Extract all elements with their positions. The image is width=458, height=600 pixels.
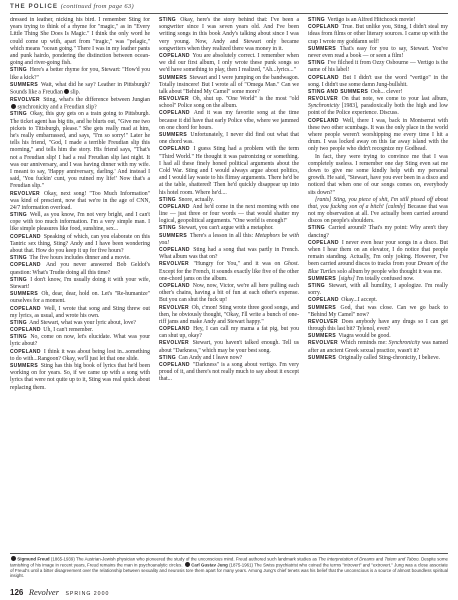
page-number: 126 [10,588,24,597]
speaker-name: SUMMERS [159,232,188,239]
speaker-line: STING AND SUMMERS Ooh... clever! [308,88,403,95]
speaker-line: SUMMERS That's easy for you to say, Stewart. You've never even read a book — or seen a film! [308,45,448,59]
speaker-name: STING [308,282,326,289]
speaker-line: STING Snore, actually. [159,196,215,203]
issue-date: SPRING 2000 [65,591,110,597]
speaker-name: SUMMERS [308,333,337,340]
speaker-name: REVOLVER [10,190,40,197]
speaker-line: STING Can Andy and I leave now? [159,354,243,361]
speaker-name: REVOLVER [159,304,189,311]
speaker-name: SUMMERS [308,275,337,282]
column-3 [308,17,448,551]
speaker-line: COPELAND Hey, I can call my mama a fat pig, but you can shut up, okay? [159,326,299,340]
speaker-line: COPELAND Well, I wrote that song and Sting threw out my lyrics, as usual, and wrote his own. [10,305,150,319]
speaker-line: COPELAND And it was my favorite song at the time because it did have that early Police vibe, where we jammed on one chord for hours. [159,110,299,131]
speaker-line: STING No, come on now, let's elucidate. What was your lyric about? [10,334,150,348]
speaker-line: STING Okay, here's the story behind that: I've been a songwriter since I was seven years old. And I've been writing songs in this book Andy's talking about since I was very young. Now, Andy and Stewart only became songwriters when they realized there was money in it. [159,17,299,52]
speaker-name: STING AND SUMMERS [308,88,369,95]
speaker-line: REVOLVER Oh, c'mon! Sting wrote three good songs, and then, he obviously thought, "Okay, I'll write a bunch of one-riff jams and make Andy and Stewart happy." [159,304,299,325]
speaker-line: COPELAND True. But unlike you, Sting, I didn't steal my ideas from films or other literary sources. I came up with the crap I wrote my goddamn self! [308,24,448,45]
speaker-name: STING [10,67,28,74]
speaker-line: STING Stewart, with all humility, I apologize. I'm really sorry. [308,282,448,297]
speaker-name: COPELAND [308,239,339,246]
speaker-line: STING Okay, this guy gets on a train going to Pittsburgh. The ticket agent has big tits, and he blurts out, "Give me two pickets to Tittsburgh, please." She gets really mad at him, he's really embarrassed, and says, "I'm so sorry!" Later he tells his friend, "God, I made a terrible Freudian slip this morning," and tells him the story. His friend says, "That's not a Freudian slip! I had a real Freudian slip last night. It was our anniversary, and I was having dinner with my wife. I meant to say, 'Happy anniversary, darling.' And instead I said, 'You fuckin' cunt, you ruined my life!' Now that's a Freudian slip." [10,111,150,190]
page-footer [10,582,310,600]
speaker-line: COPELAND I think it was about being lost in...something to do with...Rangoon? Okay, we'll just let that one slide. [10,348,150,362]
speaker-line: REVOLVER Which reminds me: Synchronicity was named after an ancient Greek sexual practice, wasn't it? [308,340,448,354]
footnote-marker-icon [64,89,69,94]
speaker-line: SUMMERS There's a lesson in all this: Metaphors be with you! [159,232,299,246]
speaker-name: COPELAND [159,203,190,210]
article-body [10,17,448,551]
footnote-rule [10,553,448,554]
continued-note: (continued from page 63) [60,3,134,10]
speaker-name: COPELAND [159,52,190,59]
speaker-name: STING [10,319,28,326]
speaker-line: STING The five hours includes dinner and a movie. [10,255,131,262]
speaker-name: COPELAND [10,262,41,269]
speaker-line: REVOLVER Sting, what's the difference between Jungian synchronicity and a Freudian slip? [10,96,150,111]
speaker-line: REVOLVER Does anybody have any drugs so I can get through this last bit? Tylenol, even? [308,318,448,333]
speaker-name: COPELAND [308,74,339,81]
speaker-line: COPELAND Sting had a song that was partly in French. What album was that on? [159,247,299,261]
speaker-line: COPELAND And he'd come in the next morning with one line — just three or four words — that would shatter my logical, geopolitical arguments. "One world is enough!" [159,203,299,225]
speaker-name: REVOLVER [10,96,40,103]
speaker-name: COPELAND [159,110,190,117]
speaker-line: SUMMERS Sting has this big book of lyrics that he'd been working on for years. So, if we came up with a song with lyrics that were not quite up to it, Sting was real quick about replacing them. [10,363,150,391]
speaker-name: STING [159,196,177,203]
speaker-line: SUMMERS Viagra would be good. [308,333,391,340]
speaker-name: COPELAND [10,348,41,355]
speaker-line: STING I don't know, I'm usually doing it with your wife, Stewart! [10,276,150,290]
footnote-marker-icon [11,104,16,109]
speaker-name: COPELAND [159,362,190,368]
paragraph: [rants] Sting, you piece of shit, I'm still pissed off about that, you fucking son of a bitch! [calmly] Because that was not my observation at all. I've actually been carried around discos on people's shoulders. [308,196,448,225]
speaker-name: COPELAND [10,233,41,240]
speaker-name: SUMMERS [308,45,337,52]
footnote-marker-icon [11,556,16,561]
speaker-line: STING Carried around? That's my point: Why aren't they dancing? [308,225,448,239]
speaker-line: COPELAND You are absolutely correct. I remember when we did our first album, I only wrote these punk songs so we'd have something to play, then I realized, "Ah...lyrics..." [159,52,299,74]
speaker-name: STING [159,354,177,361]
speaker-line: COPELAND I never even hear your songs in a disco. But when I hear them on an elevator, I do notice that people remain standing. Actually, I'm only joking. However, I've been carried around discos to tracks from your Dream of the Blue Turtles solo album by people who thought it was me. [308,239,448,275]
speaker-name: STING [308,225,326,232]
footnote-marker-icon [185,562,190,567]
speaker-name: COPELAND [308,297,339,304]
speaker-line: COPELAND Speaking of which, can you elaborate on this Tantric sex thing, Sting? Andy and I have been wondering about that. How do you keep it up for five hours? [10,233,150,254]
speaker-name: STING [10,212,28,219]
speaker-name: COPELAND [159,247,190,253]
speaker-line: COPELAND Okay...I accept. [308,297,378,304]
speaker-line: STING Here's a better rhyme for you, Stewart: "How'd you like a kick?" [10,67,150,81]
running-header [10,3,448,10]
speaker-name: COPELAND [10,305,41,312]
speaker-name: STING [159,225,177,232]
section-title: THE POLICE [10,3,59,10]
speaker-line: SUMMERS [sighs] I'm totally confused now. [308,275,415,282]
speaker-name: REVOLVER [159,96,189,103]
speaker-line: STING I've filched it from Ozzy Osbourne — Vertigo is the name of his label! [308,60,448,74]
column-2 [159,17,299,551]
speaker-name: STING [10,111,28,118]
footnotes: Sigmund Freud (1865-1939) The Austrian-Jewish physician who pioneered the study of the unconscious mind. Freud authored such landmark studies as The Interpretation of Dreams and Totem and Taboo. Despite some tarnishing of his image in recent years, Freud remains the man in psychoanalytic circles. Carl Gustav Jung (1875-1961) The Swiss psychiatrist who coined the terms "introvert" and "extrovert." Jung was a close associate of Freud's until a bitter disagreement over the relationship between sexuality and neurosis tore them apart for many years. Among Jung's chief tenets was his belief that the unconscious is a source of almost boundless spiritual insight. [10,556,448,578]
speaker-line: COPELAND "Darkness" is a song about vertigo. I'm very proud of it, and there's not really much to say about it except that... [159,362,299,383]
speaker-name: REVOLVER [308,96,338,103]
speaker-name: SUMMERS [159,132,188,138]
speaker-line: COPELAND Now, now, Victor, we're all here pulling each other's chains, having a bit of fun at each other's expense. But you can shut the fuck up! [159,282,299,304]
speaker-name: REVOLVER [308,318,338,325]
speaker-line: STING Well, as you know, I'm not very bright, and I can't cope with too much information. I'm a very simple man. I like simple pleasures like food, sunshine, sex... [10,212,150,233]
speaker-name: STING [308,17,326,23]
speaker-name: COPELAND [308,24,339,31]
speaker-name: REVOLVER [159,261,189,268]
paragraph: In fact, they were trying to convince me that I was completely useless. I remember one day Sting even sat me down to give me some kindly help with my personal growth. He said, "Stewart, have you ever been in a disco and noticed that when one of our songs comes on, everybody sits down?" [308,153,448,196]
speaker-line: REVOLVER Stewart, you haven't talked enough. Tell us about "Darkness," which may be your best song. [159,340,299,354]
footnote-term: Sigmund Freud [17,556,50,562]
speaker-name: SUMMERS [308,304,337,311]
speaker-line: COPELAND But I didn't use the word "vertigo" in the song. I didn't use some damn Jung-bullshit. [308,74,448,88]
speaker-line: COPELAND I guess Sting had a problem with the term "Third World." He thought it was patronizing or something. I had all these finely honed political arguments about the Cold War. Sting and I would always argue about politics, and I would lay waste to his flimsy arguments. There he'd be at the table, shattered! Then he'd quickly disappear up into his hotel room. Where he'd.... [159,146,299,196]
speaker-line: REVOLVER "Hungry for You," and it was on Ghost. Except for the French, it sounds exactly like five of the other one-chord jams on the album. [159,261,299,282]
speaker-name: SUMMERS [159,74,188,81]
speaker-name: SUMMERS [10,363,39,369]
speaker-name: STING [159,17,177,23]
column-1 [10,17,150,551]
speaker-line: COPELAND And you never answered Bob Geldof's question: What's Trudie doing all this time? [10,262,150,276]
speaker-name: COPELAND [159,282,190,289]
speaker-name: STING [10,255,28,262]
footnote-term: Carl Gustav Jung [191,562,228,568]
speaker-name: SUMMERS [10,291,39,298]
speaker-line: SUMMERS Unfortunately, I never did find out what that one chord was. [159,132,299,146]
speaker-line: COPELAND Uh, I can't remember. [10,327,94,334]
speaker-line: SUMMERS Oh, dear, dear, hold on. Let's "Re-humanize" ourselves for a moment. [10,291,150,305]
speaker-name: COPELAND [159,146,190,153]
speaker-name: STING [10,276,28,283]
speaker-line: SUMMERS Originally called Sting-chronicity, I believe. [308,354,440,361]
header-rule [10,13,448,14]
speaker-name: COPELAND [10,327,41,334]
speaker-line: SUMMERS Stewart and I were jumping on the bandwagon. Totally insincere! But I wrote all of "Omega Man." Can we talk about "Behind My Camel" some more? [159,74,299,95]
magazine-name: Revolver [28,587,60,597]
speaker-line: SUMMERS Wait, what did he say? Leather in Pittsburgh? Sounds like a Freudian slip. [10,81,150,96]
speaker-name: SUMMERS [308,354,337,361]
speaker-name: SUMMERS [10,81,39,88]
speaker-line: SUMMERS God, that was close. Can we go back to "Behind My Camel" now? [308,304,448,318]
speaker-line: STING And Stewart, what was your lyric about, love? [10,319,136,326]
speaker-line: STING Stewart, you can't argue with a metaphor. [159,225,274,232]
speaker-line: REVOLVER Okay, next song! "Too Much Information" was kind of prescient, now that we're in the age of CNN, 24/7 information overload. [10,190,150,211]
speaker-name: COPELAND [308,117,339,124]
speaker-line: REVOLVER On that note, we come to your last album, Synchronicity [1983], paradoxically both the high and low point of the Police experience. Discuss. [308,96,448,117]
speaker-line: REVOLVER Oh, shut up. "One World" is the most "old school" Police song on the album. [159,96,299,110]
speaker-name: REVOLVER [308,340,338,347]
speaker-line: COPELAND Well, there I was, back in Montserrat with these two other scumbags. It was the only place in the world where people weren't worshipping me every time I hit a drum. I was locked away on this far away island with the only two people who didn't recognize my Godhead. [308,117,448,153]
paragraph: dressed in leather, nicking his bird. I remember Sting for years trying to think of a rhyme for "magic," as in "Every Little Thing She Does Is Magic." I think the only word he could come up with, apart from "tragic," was "pelagic," which means "ocean going." There I was in my leather pants and punk hairdo, pondering the distinction between ocean-going and river-going fish. [10,17,150,67]
speaker-name: STING [10,334,28,341]
speaker-name: REVOLVER [159,340,189,347]
speaker-line: STING Vertigo is an Alfred Hitchcock movie! [308,17,416,23]
speaker-name: COPELAND [159,326,190,333]
speaker-name: STING [308,60,326,67]
